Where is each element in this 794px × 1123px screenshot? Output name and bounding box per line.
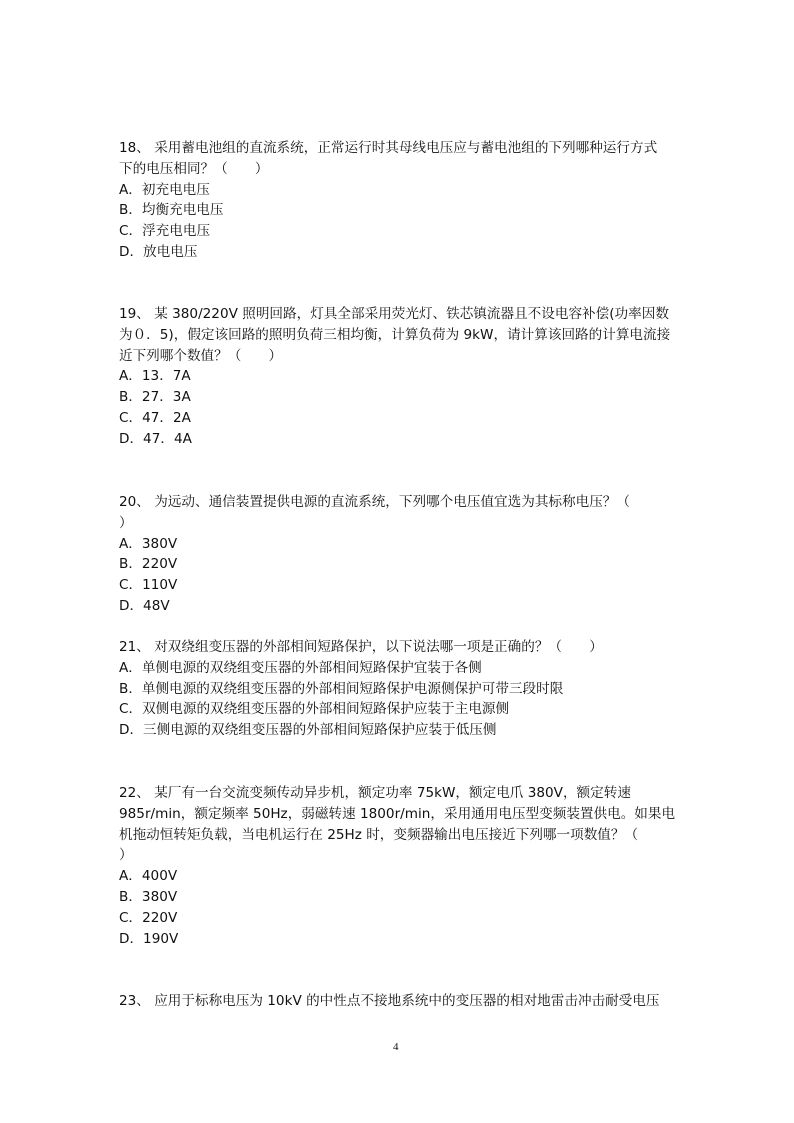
answer-option: D．190V bbox=[119, 930, 179, 947]
answer-option: C．双侧电源的双绕组变压器的外部相间短路保护应装于主电源侧 bbox=[119, 701, 510, 718]
question-stem-line: 985r/min，额定频率 50Hz，弱磁转速 1800r/min，采用通用电压型变频装置供电。如果电 bbox=[119, 805, 676, 822]
answer-option: C．110V bbox=[119, 577, 178, 594]
question-stem-line: 机拖动恒转矩负载，当电机运行在 25Hz 时，变频器输出电压接近下列哪一项数值？（ bbox=[119, 826, 639, 843]
question-stem-line: 为０．5)，假定该回路的照明负荷三相均衡，计算负荷为 9kW，请计算该回路的计算电流接 bbox=[119, 326, 671, 343]
answer-option: B．380V bbox=[119, 889, 178, 905]
question-stem-line: 20、 为远动、通信装置提供电源的直流系统，下列哪个电压值宜选为其标称电压？（ bbox=[119, 494, 630, 510]
question-stem-line: 21、 对双绕组变压器的外部相间短路保护，以下说法哪一项是正确的？（ ） bbox=[119, 639, 603, 655]
question-stem-line: 23、 应用于标称电压为 10kV 的中性点不接地系统中的变压器的相对地雷击冲击耐受电压 bbox=[119, 993, 660, 1009]
answer-option: C．47．2A bbox=[119, 410, 191, 426]
answer-option: A．400V bbox=[119, 868, 178, 885]
question-stem-line: 近下列哪个数值？（ ） bbox=[119, 347, 283, 364]
answer-option: B．均衡充电电压 bbox=[119, 202, 224, 219]
question-stem-line: 19、 某 380/220V 照明回路，灯具全部采用荧光灯、铁芯镇流器且不设电容补偿(功率因数 bbox=[119, 306, 669, 322]
answer-option: D．47．4A bbox=[119, 430, 192, 447]
question-stem-line: 22、 某厂有一台交流变频传动异步机，额定功率 75kW，额定电爪 380V，额定转速 bbox=[119, 785, 631, 801]
question-stem-line: ） bbox=[119, 847, 133, 864]
answer-option: A．单侧电源的双绕组变压器的外部相间短路保护宜装于各侧 bbox=[119, 659, 482, 676]
answer-option: D．三侧电源的双绕组变压器的外部相间短路保护应装于低压侧 bbox=[119, 722, 497, 739]
answer-option: D．48V bbox=[119, 598, 170, 614]
answer-option: A．初充电电压 bbox=[119, 181, 210, 198]
answer-option: A．13．7A bbox=[119, 368, 191, 385]
question-stem-line: 18、 采用蓄电池组的直流系统，正常运行时其母线电压应与蓄电池组的下列哪种运行方式 bbox=[119, 140, 658, 156]
answer-option: B．27．3A bbox=[119, 389, 191, 406]
question-stem-line: ） bbox=[119, 514, 133, 531]
question-stem-line: 下的电压相同？（ ） bbox=[119, 160, 269, 177]
answer-option: B．220V bbox=[119, 556, 178, 573]
answer-option: C．220V bbox=[119, 909, 178, 926]
answer-option: C．浮充电电压 bbox=[119, 223, 211, 240]
answer-option: D．放电电压 bbox=[119, 244, 198, 260]
page-number: 4 bbox=[393, 1041, 399, 1053]
answer-option: B．单侧电源的双绕组变压器的外部相间短路保护电源侧保护可带三段时限 bbox=[119, 680, 564, 697]
answer-option: A．380V bbox=[119, 535, 178, 552]
